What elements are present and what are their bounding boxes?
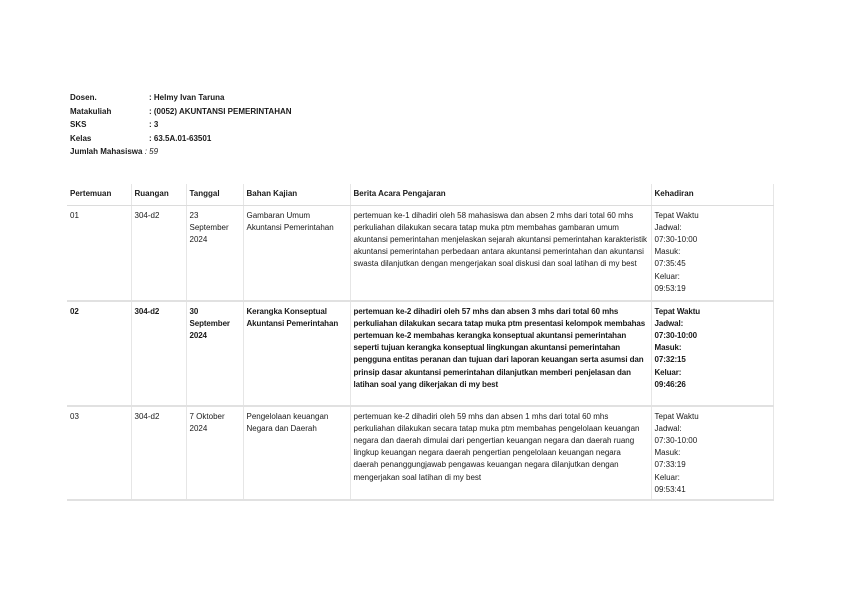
- cell-pertemuan: 01: [67, 206, 131, 302]
- cell-kehadiran: [651, 406, 773, 500]
- schedule-value: 07:30-10:00: [654, 331, 697, 341]
- cell-ruangan: 304-d2: [131, 206, 186, 302]
- check-out-label: Keluar:: [654, 472, 680, 482]
- cell-bahan-kajian: Kerangka Konseptual Akuntansi Pemerintahan: [243, 301, 350, 406]
- info-value: : 63.5A.01-63501: [149, 133, 212, 143]
- header-kehadiran: Kehadiran: [651, 184, 773, 206]
- header-berita-acara: Berita Acara Pengajaran: [350, 184, 651, 206]
- info-label: Dosen.: [70, 93, 97, 102]
- header-bahan-kajian: Bahan Kajian: [243, 184, 350, 206]
- cell-berita-acara: pertemuan ke-2 dihadiri oleh 57 mhs dan absen 3 mhs dari total 60 mhs perkuliahan dilakukan secara tatap muka ptm presentasi kelompok membahas pertemuan ke-2 membahas kerangka konseptual akuntansi pemerintahan seperti tujuan kerangka konseptual lingkungan akuntansi pemerintahan pengguna entitas peranan dan tujuan dari laporan keuangan serta asumsi dan prinsip dasar akuntansi pemerintahan dilanjutkan memberi penjelasan dan latihan soal yang dikerjakan di my best: [350, 301, 651, 406]
- check-out-label: Keluar:: [654, 271, 680, 281]
- cell-ruangan: 304-d2: [131, 301, 186, 406]
- table-row: [67, 406, 773, 500]
- cell-tanggal: 23 September 2024: [186, 206, 243, 302]
- check-out-value: 09:53:19: [654, 283, 686, 293]
- info-row-students: [70, 145, 292, 159]
- check-out-value: 09:46:26: [654, 379, 686, 389]
- check-in-label: Masuk:: [654, 247, 681, 257]
- cell-tanggal: 30 September 2024: [186, 301, 243, 406]
- check-in-value: 07:32:15: [654, 355, 686, 365]
- info-row-credits: [70, 118, 292, 132]
- check-in-value: 07:33:19: [654, 460, 686, 470]
- schedule-label: Jadwal:: [654, 223, 682, 233]
- cell-kehadiran: [651, 206, 773, 302]
- attendance-status: Tepat Waktu: [654, 307, 701, 317]
- header-ruangan: Ruangan: [131, 184, 186, 206]
- table-header-row: [67, 184, 773, 206]
- info-row-course: [70, 105, 292, 119]
- cell-berita-acara: pertemuan ke-2 dihadiri oleh 59 mhs dan absen 1 mhs dari total 60 mhs perkuliahan dilakukan secara tatap muka ptm membahas pengelolaan keuangan negara dan daerah dimulai dari pengertian keuangan negara dan daerah ruang lingkup keuangan negara daerah pengertian pengelolaan keuangan negara daerah penanggungjawab pengawas keuangan negara dilanjutkan dengan mengerjakan soal latihan di my best: [350, 406, 651, 500]
- cell-kehadiran: [651, 301, 773, 406]
- check-in-value: 07:35:45: [654, 259, 686, 269]
- check-out-value: 09:53:41: [654, 484, 686, 494]
- header-tanggal: Tanggal: [186, 184, 243, 206]
- cell-bahan-kajian: Pengelolaan keuangan Negara dan Daerah: [243, 406, 350, 500]
- info-label: Kelas: [70, 133, 92, 143]
- schedule-value: 07:30-10:00: [654, 235, 698, 245]
- schedule-label: Jadwal:: [654, 319, 684, 329]
- info-value: : Helmy Ivan Taruna: [149, 93, 225, 102]
- header-pertemuan: Pertemuan: [67, 184, 131, 206]
- table-row: [67, 206, 773, 302]
- info-row-lecturer: [70, 91, 292, 105]
- cell-pertemuan: 03: [67, 406, 131, 500]
- course-info: [70, 91, 292, 159]
- cell-ruangan: 304-d2: [131, 406, 186, 500]
- info-label: SKS: [70, 120, 87, 130]
- cell-tanggal: 7 Oktober 2024: [186, 406, 243, 500]
- attendance-table: [67, 184, 774, 501]
- table-row: [67, 301, 773, 406]
- check-in-label: Masuk:: [654, 343, 682, 353]
- info-value: : 59: [144, 147, 159, 157]
- cell-bahan-kajian: Gambaran Umum Akuntansi Pemerintahan: [243, 206, 350, 302]
- cell-pertemuan: 02: [67, 301, 131, 406]
- check-out-label: Keluar:: [654, 367, 682, 377]
- attendance-status: Tepat Waktu: [654, 211, 699, 221]
- check-in-label: Masuk:: [654, 448, 681, 458]
- schedule-value: 07:30-10:00: [654, 436, 698, 446]
- info-label: Jumlah Mahasiswa: [70, 147, 143, 157]
- info-row-class: [70, 132, 292, 146]
- cell-berita-acara: pertemuan ke-1 dihadiri oleh 58 mahasiswa dan absen 2 mhs dari total 60 mhs perkuliahan dilakukan secara tatap muka ptm membahas gambaran umum akuntansi pemerintahan menjelaskan sejarah akuntansi pemerintahan karakteristik akuntansi pemerintahan perbedaan antara akuntansi pemerintahan dan akuntansi swasta dilanjutkan dengan mengerjakan soal diskusi dan soal latihan di my best: [350, 206, 651, 302]
- info-value: : (0052) AKUNTANSI PEMERINTAHAN: [149, 106, 292, 116]
- attendance-status: Tepat Waktu: [654, 412, 699, 422]
- schedule-label: Jadwal:: [654, 424, 682, 434]
- info-value: : 3: [149, 120, 159, 130]
- info-label: Matakuliah: [70, 106, 112, 116]
